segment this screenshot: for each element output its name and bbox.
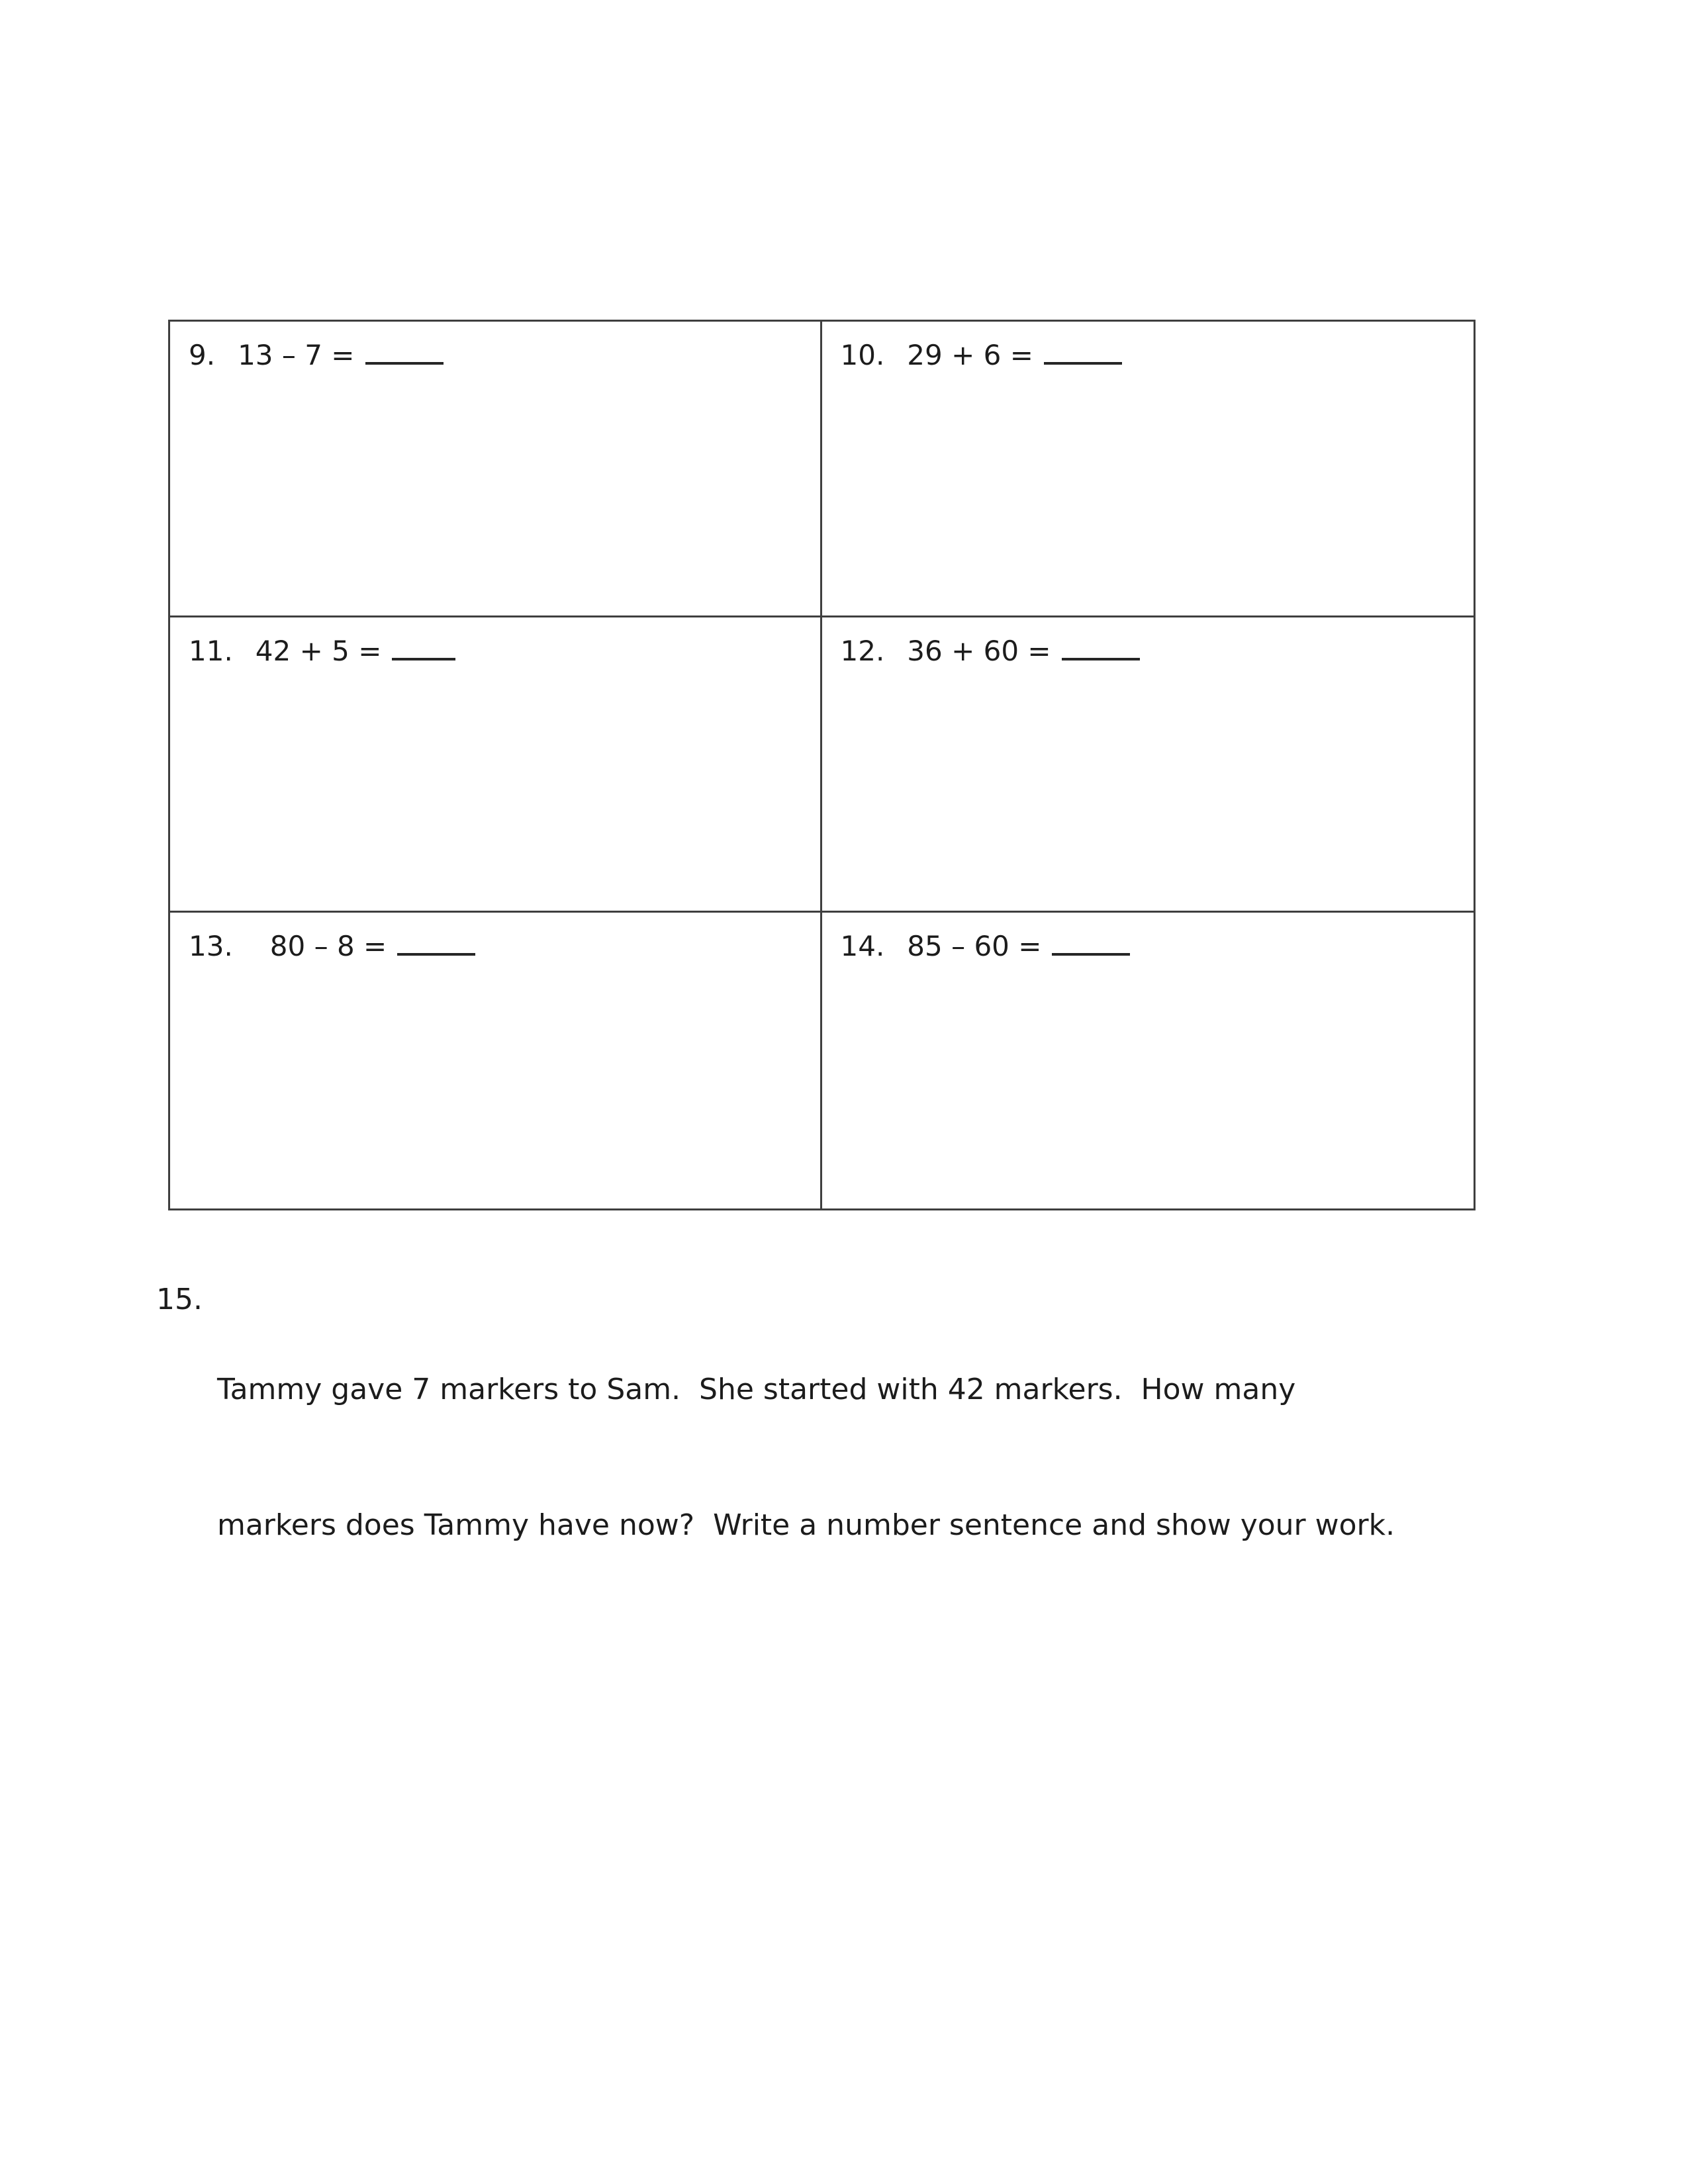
- problem-11: [189, 635, 814, 668]
- problem-cell-9: [170, 322, 822, 617]
- problem-14: [841, 930, 1468, 963]
- answer-blank: [1044, 355, 1122, 365]
- problem-12: [841, 635, 1468, 668]
- problem-number: 12.: [840, 634, 885, 667]
- problem-13: [189, 930, 814, 963]
- problem-number: 10.: [840, 339, 885, 371]
- answer-blank: [365, 355, 444, 365]
- problem-cell-10: [822, 322, 1474, 617]
- problem-number: 11.: [189, 634, 233, 667]
- problem-number: 15.: [156, 1283, 203, 1316]
- problem-cell-14: [822, 913, 1474, 1208]
- problem-9: [189, 339, 814, 372]
- problem-expression: 29 + 6 =: [907, 339, 1033, 371]
- answer-blank: [392, 651, 455, 660]
- word-problem-text: [217, 1277, 1395, 1639]
- problem-expression: 85 – 60 =: [907, 930, 1042, 963]
- problem-number: 13.: [189, 930, 233, 963]
- problem-cell-12: [822, 617, 1474, 913]
- problems-table: [168, 320, 1476, 1210]
- answer-blank: [397, 946, 475, 956]
- problem-cell-13: [170, 913, 822, 1208]
- problem-expression: 36 + 60 =: [907, 634, 1051, 667]
- answer-blank: [1062, 651, 1140, 660]
- problem-number: 14.: [840, 930, 885, 963]
- problem-expression: 42 + 5 =: [255, 634, 382, 667]
- word-problem-line-2: markers does Tammy have now? Write a number sentence and show your work.: [216, 1508, 1395, 1542]
- problem-expression: 80 – 8 =: [269, 930, 387, 963]
- problem-cell-11: [170, 617, 822, 913]
- answer-blank: [1052, 946, 1130, 956]
- word-problem-line-1: Tammy gave 7 markers to Sam. She started with 42 markers. How many: [216, 1373, 1296, 1407]
- problem-expression: 13 – 7 =: [238, 339, 355, 371]
- word-problem-15: [156, 1277, 1401, 1639]
- problem-10: [841, 339, 1468, 372]
- problem-number: 9.: [189, 339, 216, 371]
